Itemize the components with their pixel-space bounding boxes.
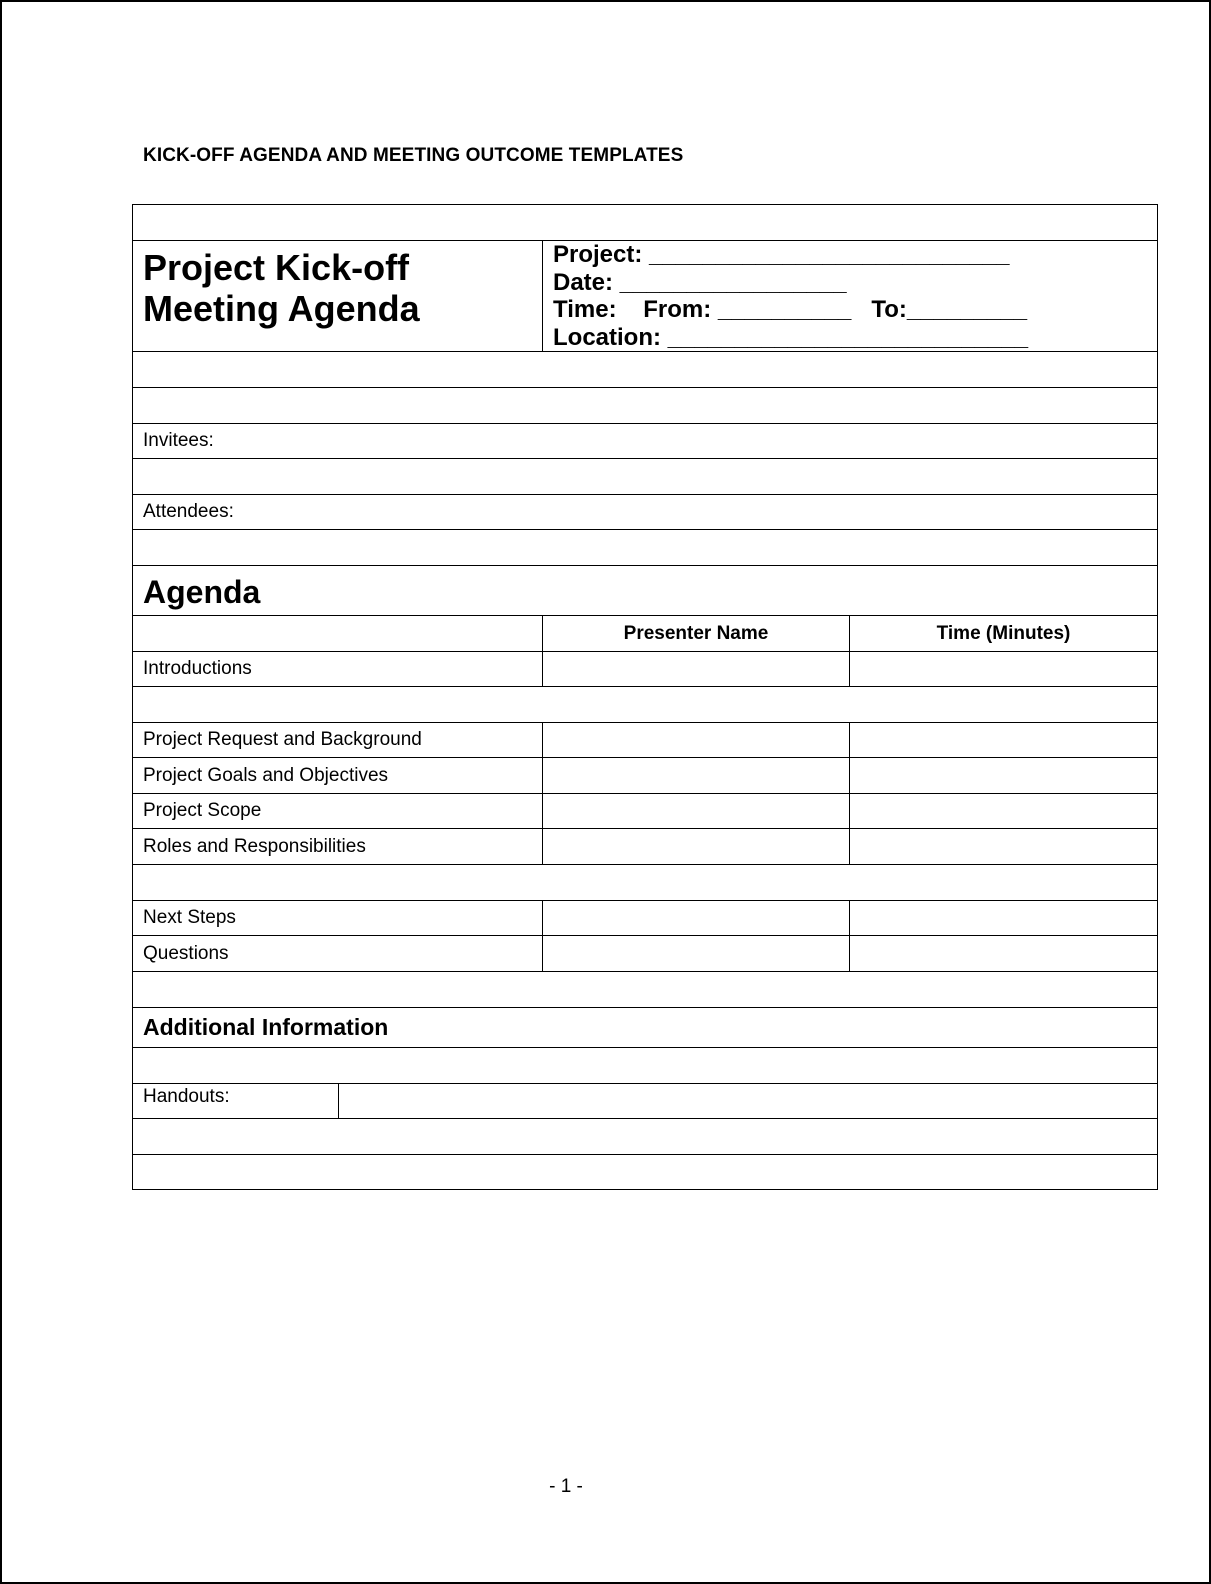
- time-cell[interactable]: [849, 936, 1157, 971]
- time-cell[interactable]: [849, 794, 1157, 828]
- handouts-label: Handouts:: [143, 1086, 230, 1107]
- blank-row: [132, 1119, 1158, 1155]
- handouts-cell[interactable]: [338, 1084, 1157, 1118]
- additional-info-row: [132, 1008, 1158, 1048]
- agenda-item-row: [132, 936, 1158, 972]
- page-number: - 1 -: [549, 1476, 583, 1497]
- presenter-cell[interactable]: [542, 723, 849, 757]
- agenda-heading: Agenda: [143, 574, 261, 610]
- invitees-row[interactable]: [132, 424, 1158, 459]
- attendees-label: Attendees:: [143, 501, 234, 522]
- date-field[interactable]: Date: _________________: [553, 268, 847, 296]
- presenter-cell[interactable]: [542, 758, 849, 793]
- meeting-details: [542, 241, 1157, 351]
- agenda-item-row: [132, 794, 1158, 829]
- agenda-item-row: [132, 829, 1158, 865]
- agenda-item-label: Roles and Responsibilities: [143, 835, 366, 857]
- agenda-item-row: [132, 758, 1158, 794]
- presenter-cell[interactable]: [542, 901, 849, 935]
- blank-row: [132, 530, 1158, 566]
- project-field[interactable]: Project: ___________________________: [553, 241, 1010, 268]
- blank-row: [132, 687, 1158, 723]
- time-cell[interactable]: [849, 829, 1157, 864]
- agenda-item-label: Introductions: [143, 658, 252, 679]
- agenda-item-label: Next Steps: [143, 907, 236, 928]
- agenda-item-label: Project Request and Background: [143, 729, 422, 750]
- time-minutes-header: Time (Minutes): [849, 616, 1157, 651]
- column-header-row: [132, 616, 1158, 652]
- agenda-item-row: [132, 652, 1158, 687]
- agenda-item-label: Project Goals and Objectives: [143, 764, 389, 786]
- agenda-title-line1: Project Kick-off: [143, 247, 410, 288]
- location-field[interactable]: Location: ___________________________: [553, 323, 1029, 351]
- time-field[interactable]: Time: From: __________ To:_________: [553, 296, 1028, 323]
- handouts-row: [132, 1084, 1158, 1119]
- title-cell: [133, 241, 542, 351]
- agenda-item-label: Questions: [143, 942, 229, 964]
- blank-row: [132, 1048, 1158, 1084]
- agenda-item-label: Project Scope: [143, 800, 262, 821]
- presenter-cell[interactable]: [542, 936, 849, 971]
- time-cell[interactable]: [849, 723, 1157, 757]
- agenda-heading-row: [132, 566, 1158, 616]
- blank-row: [132, 865, 1158, 901]
- invitees-label: Invitees:: [143, 430, 214, 451]
- presenter-cell[interactable]: [542, 829, 849, 864]
- agenda-title-line2: Meeting Agenda: [143, 288, 420, 329]
- agenda-form: [132, 204, 1158, 1190]
- time-cell[interactable]: [849, 901, 1157, 935]
- attendees-row[interactable]: [132, 495, 1158, 530]
- presenter-cell[interactable]: [542, 794, 849, 828]
- time-cell[interactable]: [849, 758, 1157, 793]
- blank-row: [132, 972, 1158, 1008]
- blank-row: [132, 352, 1158, 388]
- presenter-name-header: Presenter Name: [542, 616, 849, 651]
- blank-row: [132, 1155, 1158, 1190]
- document-header: KICK-OFF AGENDA AND MEETING OUTCOME TEMPLATES: [143, 145, 684, 166]
- agenda-item-row: [132, 901, 1158, 936]
- presenter-cell[interactable]: [542, 652, 849, 686]
- time-cell[interactable]: [849, 652, 1157, 686]
- additional-info-heading: Additional Information: [143, 1014, 389, 1040]
- blank-row: [132, 459, 1158, 495]
- agenda-item-row: [132, 723, 1158, 758]
- title-row: [132, 241, 1158, 352]
- blank-row: [132, 388, 1158, 424]
- blank-row: [132, 205, 1158, 241]
